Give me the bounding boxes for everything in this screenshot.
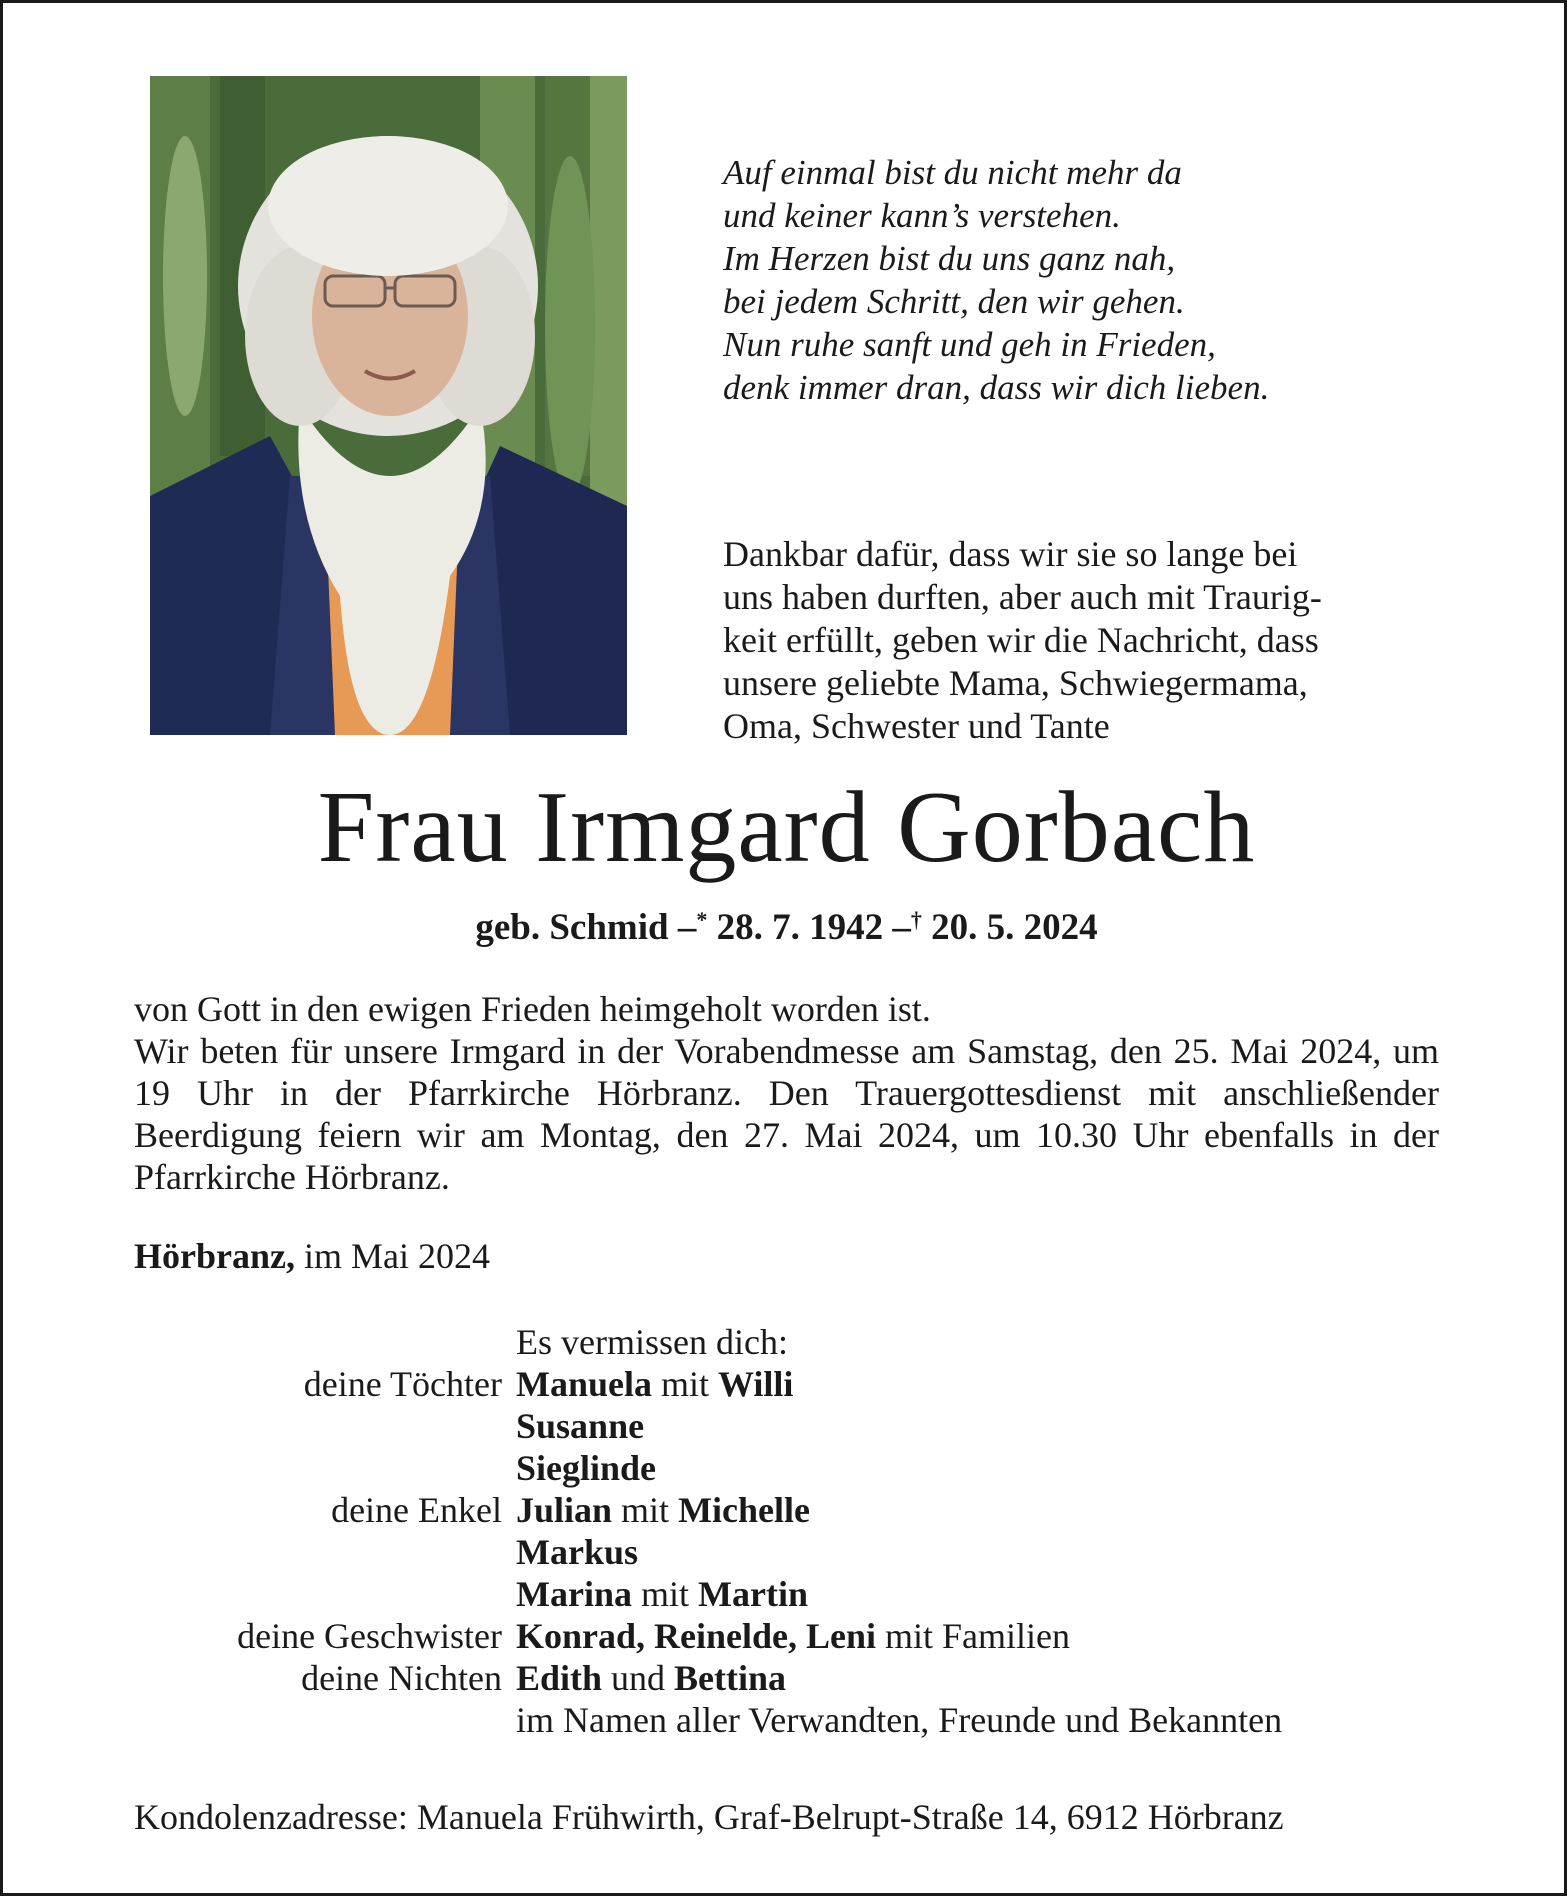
mourner-names	[516, 1573, 808, 1615]
place-date	[134, 1235, 490, 1277]
connector-text: mit Familien	[876, 1616, 1071, 1656]
mourners-heading-row	[3, 1321, 1567, 1363]
mourner-name: Julian	[516, 1490, 613, 1530]
intro-line: keit erfüllt, geben wir die Nachricht, dass	[723, 620, 1319, 660]
mourner-name: Sieglinde	[516, 1448, 657, 1488]
mourner-names	[516, 1615, 1070, 1657]
mourner-row	[3, 1657, 1567, 1699]
mourner-names	[516, 1657, 786, 1699]
connector-text: und	[602, 1658, 675, 1698]
mourner-row	[3, 1447, 1567, 1489]
mourner-names	[516, 1363, 793, 1405]
place-month: im Mai 2024	[294, 1236, 490, 1276]
connector-text: mit	[652, 1364, 719, 1404]
connector-text: mit	[612, 1490, 679, 1530]
mourner-name: Manuela	[516, 1364, 653, 1404]
birth-date: 28. 7. 1942	[716, 907, 884, 948]
place-city: Hörbranz,	[134, 1236, 295, 1276]
mourner-name: Willi	[718, 1364, 794, 1404]
mourner-name: Susanne	[516, 1406, 645, 1446]
portrait-photo	[150, 76, 627, 735]
mourner-row	[3, 1699, 1567, 1741]
deceased-name: Frau Irmgard Gorbach	[317, 771, 1256, 884]
mourner-row	[3, 1615, 1567, 1657]
mourner-name: Konrad, Reinelde, Leni	[516, 1616, 877, 1656]
mourner-row	[3, 1489, 1567, 1531]
mourner-row	[3, 1573, 1567, 1615]
mourners-list	[3, 1321, 1567, 1741]
relation-label: deine Nichten	[301, 1658, 502, 1698]
connector-text: mit	[631, 1574, 698, 1614]
life-dates	[3, 898, 1567, 950]
mourner-name: Edith	[516, 1658, 603, 1698]
intro-line: uns haben durften, aber auch mit Traurig-	[723, 577, 1322, 617]
mourner-names	[516, 1531, 638, 1573]
condolence-address: Kondolenzadresse: Manuela Frühwirth, Graf-Belrupt-Straße 14, 6912 Hörbranz	[134, 1797, 1284, 1837]
poem-line: Im Herzen bist du uns ganz nah,	[723, 239, 1176, 278]
body-paragraph: Wir beten für unsere Irmgard in der Vorabendmesse am Samstag, den 25. Mai 2024, um 19 Uhr in der Pfarrkirche Hörbranz. Den Trauergottesdienst mit anschließender Beerdigung feiern wir am Montag, den 27. Mai 2024, um 10.30 Uhr ebenfalls in der Pfarrkirche Hörbranz.	[134, 1031, 1439, 1197]
poem-line: und keiner kann’s verstehen.	[723, 196, 1121, 235]
mourner-name: Martin	[698, 1574, 808, 1614]
death-date: 20. 5. 2024	[931, 907, 1098, 948]
relation-label: deine Enkel	[331, 1490, 502, 1530]
intro-line: unsere geliebte Mama, Schwiegermama,	[723, 663, 1308, 703]
birth-name: geb. Schmid	[475, 907, 669, 948]
mourner-names	[516, 1489, 810, 1531]
mourner-names	[516, 1447, 656, 1489]
relation-label: deine Geschwister	[237, 1616, 502, 1656]
dash: –	[892, 907, 911, 948]
body-first-line: von Gott in den ewigen Frieden heimgeholt worden ist.	[134, 989, 931, 1029]
connector-text: im Namen aller Verwandten, Freunde und Bekannten	[516, 1700, 1283, 1740]
poem-line: bei jedem Schritt, den wir gehen.	[723, 282, 1185, 321]
mourner-name: Michelle	[678, 1490, 811, 1530]
birth-symbol: *	[696, 907, 708, 932]
relation-label: deine Töchter	[303, 1364, 502, 1404]
mourner-names	[516, 1405, 644, 1447]
intro-line: Dankbar dafür, dass wir sie so lange bei	[723, 534, 1298, 574]
mourner-row	[3, 1363, 1567, 1405]
poem-line: Nun ruhe sanft und geh in Frieden,	[723, 325, 1216, 364]
announcement-body	[134, 988, 1439, 1198]
mourner-names	[516, 1699, 1282, 1741]
intro-line: Oma, Schwester und Tante	[723, 706, 1110, 746]
dash: –	[677, 907, 697, 948]
mourner-name: Marina	[516, 1574, 632, 1614]
poem-line: Auf einmal bist du nicht mehr da	[723, 153, 1182, 192]
intro-text	[723, 533, 1322, 748]
mourners-heading: Es vermissen dich:	[516, 1322, 788, 1362]
mourner-row	[3, 1531, 1567, 1573]
poem	[723, 151, 1269, 409]
poem-line: denk immer dran, dass wir dich lieben.	[723, 368, 1270, 407]
mourner-name: Bettina	[674, 1658, 787, 1698]
death-symbol: †	[910, 907, 922, 932]
mourner-row	[3, 1405, 1567, 1447]
mourner-name: Markus	[516, 1532, 639, 1572]
